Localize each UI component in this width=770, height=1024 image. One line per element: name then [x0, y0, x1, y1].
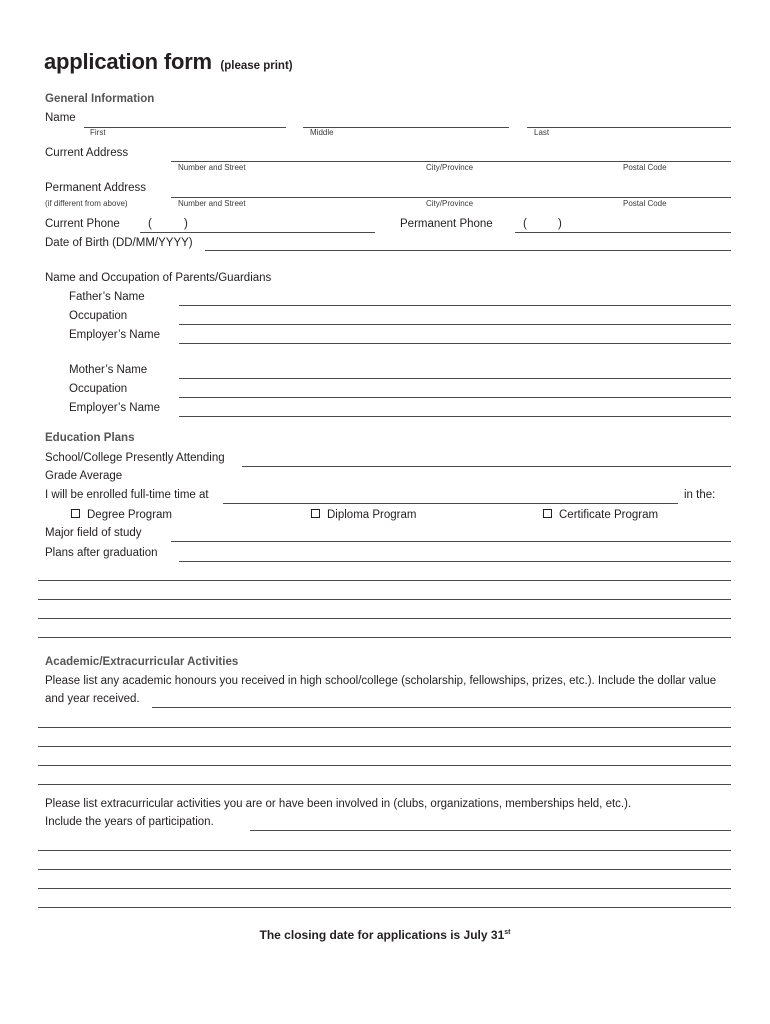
honours-field[interactable]: [152, 707, 731, 708]
father-occupation-label: Occupation: [69, 310, 128, 322]
extracurricular-field-line-2[interactable]: [38, 850, 731, 851]
current-city-caption: City/Province: [426, 163, 474, 172]
closing-date: [0, 926, 770, 942]
activities-heading: Academic/Extracurricular Activities: [45, 656, 239, 668]
name-label: Name: [45, 112, 76, 124]
in-the-label: in the:: [684, 489, 716, 501]
first-name-field[interactable]: [84, 127, 286, 128]
plans-field-line-4[interactable]: [38, 618, 731, 619]
honours-field-line-5[interactable]: [38, 784, 731, 785]
diploma-checkbox[interactable]: [311, 509, 320, 518]
enrolled-field[interactable]: [223, 503, 678, 504]
father-employer-label: Employer’s Name: [69, 329, 160, 341]
degree-checkbox[interactable]: [71, 509, 80, 518]
middle-caption: Middle: [310, 128, 334, 137]
current-phone-label: Current Phone: [45, 218, 120, 230]
current-phone-open-paren: (: [148, 218, 152, 230]
plans-label: Plans after graduation: [45, 547, 158, 559]
major-field[interactable]: [171, 541, 731, 542]
major-label: Major field of study: [45, 527, 142, 539]
dob-field[interactable]: [205, 250, 731, 251]
permanent-phone-label: Permanent Phone: [400, 218, 493, 230]
current-phone-field[interactable]: [140, 232, 375, 233]
permanent-phone-close-paren: ): [558, 218, 562, 230]
diploma-option[interactable]: [311, 509, 416, 522]
honours-field-line-3[interactable]: [38, 746, 731, 747]
current-postal-caption: Postal Code: [623, 163, 667, 172]
mother-name-label: Mother’s Name: [69, 364, 148, 376]
plans-field[interactable]: [179, 561, 731, 562]
last-name-field[interactable]: [527, 127, 731, 128]
permanent-address-label: Permanent Address: [45, 182, 147, 194]
form-title-note: (please print): [220, 60, 293, 72]
father-name-label: Father’s Name: [69, 291, 145, 303]
certificate-checkbox[interactable]: [543, 509, 552, 518]
mother-occupation-field[interactable]: [179, 397, 731, 398]
permanent-phone-field[interactable]: [515, 232, 731, 233]
mother-employer-field[interactable]: [179, 416, 731, 417]
permanent-street-caption: Number and Street: [178, 199, 246, 208]
permanent-phone-open-paren: (: [523, 218, 527, 230]
mother-name-field[interactable]: [179, 378, 731, 379]
current-phone-close-paren: ): [184, 218, 188, 230]
extracurricular-field-line-4[interactable]: [38, 888, 731, 889]
extracurricular-field-line-5[interactable]: [38, 907, 731, 908]
mother-employer-label: Employer’s Name: [69, 402, 160, 414]
honours-instructions-line-1: Please list any academic honours you received in high school/college (scholarship, fellowships, prizes, etc.). Include the dollar value: [45, 675, 717, 687]
diploma-label: Diploma Program: [327, 509, 417, 521]
degree-label: Degree Program: [87, 509, 173, 521]
father-occupation-field[interactable]: [179, 324, 731, 325]
permanent-address-note: (if different from above): [45, 199, 128, 208]
enrolled-label: I will be enrolled full-time time at: [45, 489, 209, 501]
school-field[interactable]: [242, 466, 731, 467]
school-label: School/College Presently Attending: [45, 452, 225, 464]
permanent-city-caption: City/Province: [426, 199, 474, 208]
certificate-option[interactable]: [543, 509, 658, 522]
general-heading: General Information: [45, 93, 155, 105]
honours-field-line-4[interactable]: [38, 765, 731, 766]
current-address-field[interactable]: [171, 161, 731, 162]
parents-heading: Name and Occupation of Parents/Guardians: [45, 272, 272, 284]
mother-occupation-label: Occupation: [69, 383, 128, 395]
extracurricular-field-line-3[interactable]: [38, 869, 731, 870]
extracurricular-field[interactable]: [250, 830, 731, 831]
extracurricular-instructions-line-2: Include the years of participation.: [45, 816, 214, 828]
honours-instructions-line-2: and year received.: [45, 693, 140, 705]
certificate-label: Certificate Program: [559, 509, 659, 521]
extracurricular-instructions-line-1: Please list extracurricular activities you are or have been involved in (clubs, organizations, memberships held, etc.).: [45, 798, 632, 810]
education-heading: Education Plans: [45, 432, 135, 444]
father-name-field[interactable]: [179, 305, 731, 306]
plans-field-line-2[interactable]: [38, 580, 731, 581]
current-street-caption: Number and Street: [178, 163, 246, 172]
first-caption: First: [90, 128, 106, 137]
father-employer-field[interactable]: [179, 343, 731, 344]
plans-field-line-5[interactable]: [38, 637, 731, 638]
form-title-main: application form: [44, 49, 212, 74]
closing-date-text: The closing date for applications is July 31: [259, 928, 505, 942]
current-address-label: Current Address: [45, 147, 129, 159]
dob-label: Date of Birth (DD/MM/YYYY): [45, 237, 193, 249]
form-title: [44, 50, 293, 74]
degree-option[interactable]: [71, 509, 172, 522]
grade-label: Grade Average: [45, 470, 123, 482]
closing-date-suffix: st: [504, 929, 511, 936]
permanent-postal-caption: Postal Code: [623, 199, 667, 208]
last-caption: Last: [534, 128, 550, 137]
honours-field-line-2[interactable]: [38, 727, 731, 728]
plans-field-line-3[interactable]: [38, 599, 731, 600]
permanent-address-field[interactable]: [171, 197, 731, 198]
